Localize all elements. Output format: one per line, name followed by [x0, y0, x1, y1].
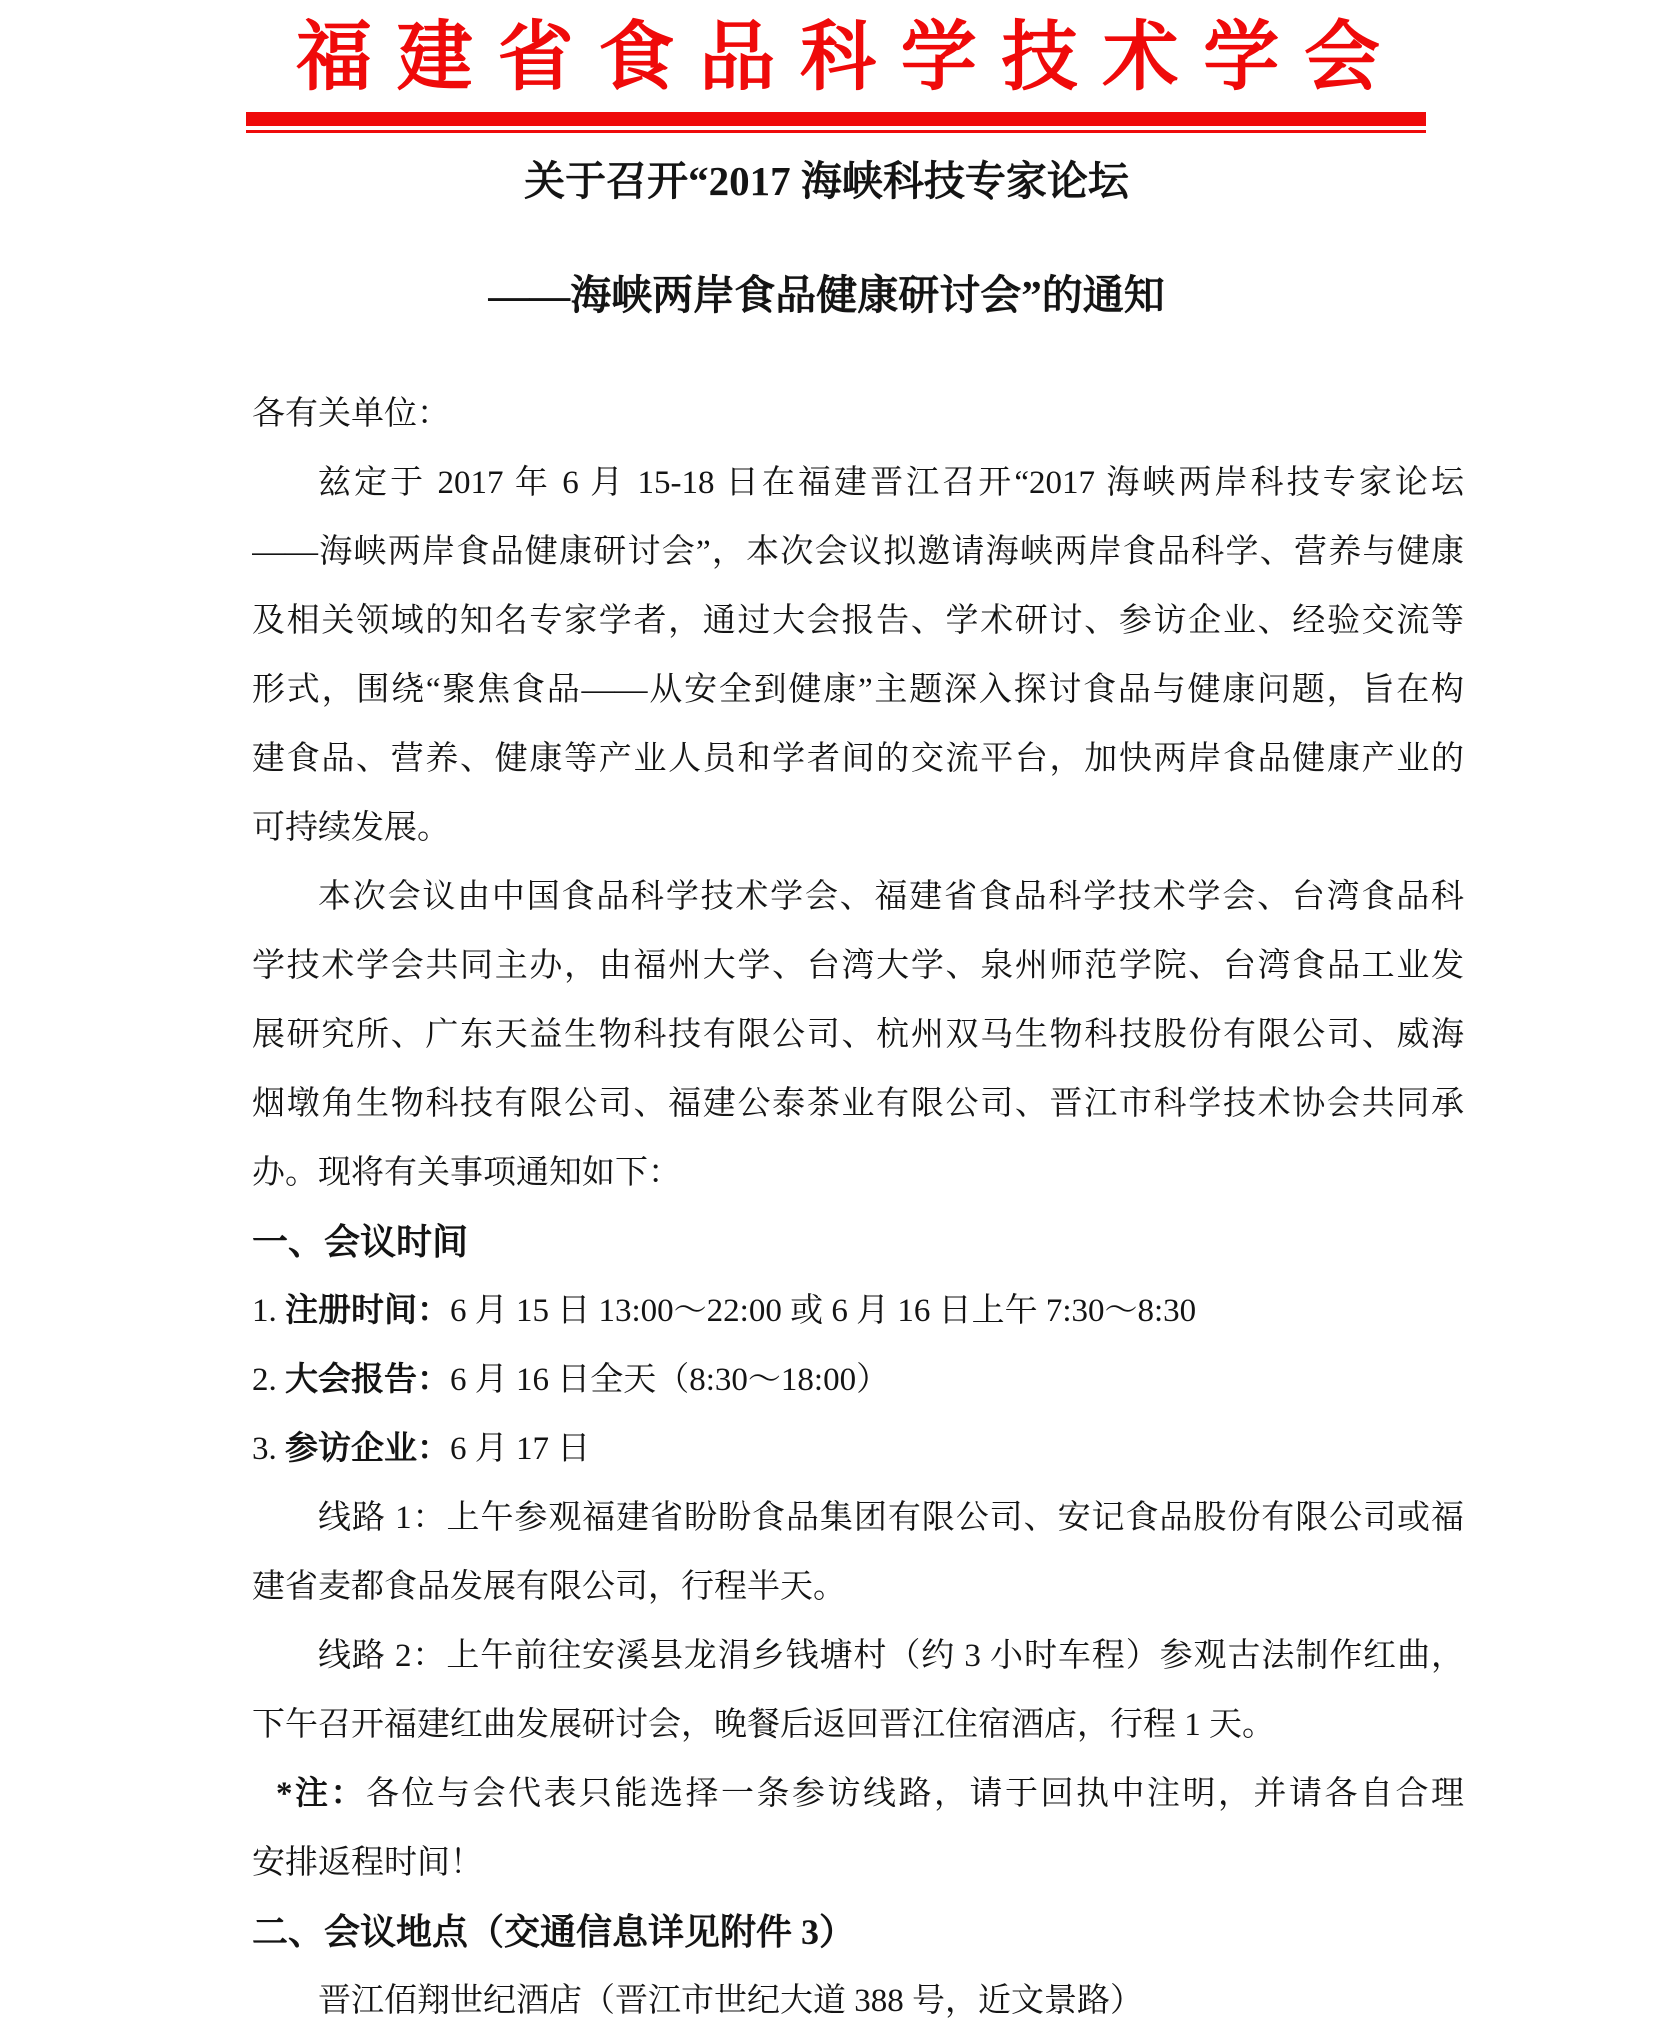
doc-title-line2: ——海峡两岸食品健康研讨会”的通知: [488, 272, 1165, 318]
salutation-line: 各有关单位：: [252, 396, 450, 432]
section-heading-2: 二、会议地点（交通信息详见附件 3）: [252, 1912, 856, 1952]
doc-line: 下午召开福建红曲发展研讨会，晚餐后返回晋江住宿酒店，行程 1 天。: [252, 1707, 1275, 1743]
doc-body: [252, 380, 1464, 2036]
doc-line: 展研究所、广东天益生物科技有限公司、杭州双马生物科技股份有限公司、威海: [252, 1017, 1464, 1053]
doc-line: 建食品、营养、健康等产业人员和学者间的交流平台，加快两岸食品健康产业的: [252, 741, 1464, 777]
note-line: *注：各位与会代表只能选择一条参访线路，请于回执中注明，并请各自合理: [276, 1776, 1464, 1812]
list-item-registration: 1. 注册时间：6 月 15 日 13:00～22:00 或 6 月 16 日上午 7:30～8:30: [252, 1293, 1197, 1329]
doc-line: 形式，围绕“聚焦食品——从安全到健康”主题深入探讨食品与健康问题，旨在构: [252, 672, 1464, 708]
section-heading-1: 一、会议时间: [252, 1222, 469, 1262]
letterhead-rule-thick: [246, 112, 1426, 126]
doc-title-line1: 关于召开“2017 海峡科技专家论坛: [524, 158, 1129, 204]
doc-line: 办。现将有关事项通知如下：: [252, 1155, 681, 1191]
route-2-line: 线路 2：上午前往安溪县龙涓乡钱塘村（约 3 小时车程）参观古法制作红曲，: [318, 1638, 1464, 1674]
list-item-report: 2. 大会报告：6 月 16 日全天（8:30～18:00）: [252, 1362, 890, 1398]
doc-line: 可持续发展。: [252, 810, 450, 846]
doc-line: ——海峡两岸食品健康研讨会”，本次会议拟邀请海峡两岸食品科学、营养与健康: [252, 534, 1464, 570]
letterhead-rule-thin: [246, 130, 1426, 133]
letterhead-org-name: 福建省食品科学技术学会: [296, 16, 1380, 100]
doc-line: 及相关领域的知名专家学者，通过大会报告、学术研讨、参访企业、经验交流等: [252, 603, 1464, 639]
venue-line: 晋江佰翔世纪酒店（晋江市世纪大道 388 号，近文景路）: [318, 1983, 1143, 2019]
list-item-visit: 3. 参访企业：6 月 17 日: [252, 1431, 591, 1467]
doc-line: 学技术学会共同主办，由福州大学、台湾大学、泉州师范学院、台湾食品工业发: [252, 948, 1464, 984]
doc-line: 安排返程时间！: [252, 1845, 483, 1881]
doc-line: 烟墩角生物科技有限公司、福建公泰茶业有限公司、晋江市科学技术协会共同承: [252, 1086, 1464, 1122]
route-1-line: 线路 1：上午参观福建省盼盼食品集团有限公司、安记食品股份有限公司或福: [318, 1500, 1464, 1536]
doc-line: 兹定于 2017 年 6 月 15-18 日在福建晋江召开“2017 海峡两岸科技专家论坛: [318, 465, 1464, 501]
doc-line: 建省麦都食品发展有限公司，行程半天。: [252, 1569, 846, 1605]
doc-line: 本次会议由中国食品科学技术学会、福建省食品科学技术学会、台湾食品科: [318, 879, 1464, 915]
